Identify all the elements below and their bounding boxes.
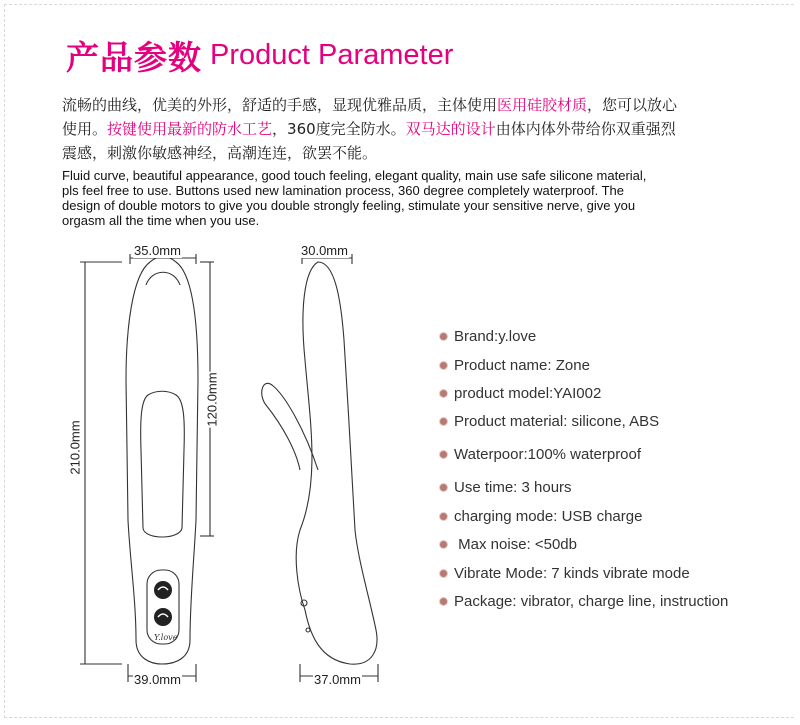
- front-view-head-contour: [146, 272, 180, 285]
- spec-text: Max noise: <50db: [454, 536, 577, 553]
- side-view-outline: [296, 262, 377, 664]
- en-line-3: design of double motors to give you double strongly feeling, stimulate your sensitive nerve, give you: [62, 198, 636, 213]
- cn-highlight: 按键使用最新的防水工艺: [107, 120, 273, 138]
- side-view-button: [301, 600, 307, 606]
- bullet-icon: [440, 333, 447, 340]
- en-line-2: pls feel free to use. Buttons used new lamination process, 360 degree completely waterproof. The: [62, 183, 624, 198]
- power-button-icon: [154, 581, 172, 599]
- spec-text: Vibrate Mode: 7 kinds vibrate mode: [454, 565, 690, 582]
- bullet-icon: [440, 541, 447, 548]
- cn-text: 使用。: [62, 120, 108, 138]
- bullet-icon: [440, 451, 447, 458]
- bullet-icon: [440, 598, 447, 605]
- spec-text: product model:YAI002: [454, 385, 602, 402]
- bullet-icon: [440, 418, 447, 425]
- logo-script: Y.love: [154, 633, 178, 642]
- en-line-4: orgasm all the time when you use.: [62, 213, 260, 228]
- dim-insert-length: 120.0mm: [204, 372, 220, 427]
- spec-text: charging mode: USB charge: [454, 508, 643, 525]
- bullet-icon: [440, 484, 447, 491]
- side-view-arm: [262, 383, 318, 470]
- spec-waterproof: [440, 446, 641, 463]
- spec-model: [440, 385, 601, 402]
- spec-text: Package: vibrator, charge line, instruction: [454, 593, 729, 610]
- cn-text: 流畅的曲线，优美的外形，舒适的手感，显现优雅品质，主体使用: [62, 96, 498, 114]
- bullet-icon: [440, 570, 447, 577]
- cn-highlight: 医用硅胶材质: [497, 96, 588, 114]
- front-view-inner-arm: [141, 391, 185, 537]
- title-chinese: 产品参数: [66, 37, 202, 77]
- bullet-icon: [440, 390, 447, 397]
- dim-side-bottom: 37.0mm: [314, 672, 361, 687]
- spec-noise: [440, 536, 577, 553]
- dim-front-top: 35.0mm: [134, 243, 181, 258]
- spec-text: Product name: Zone: [454, 357, 590, 374]
- cn-text: ，您可以放心: [587, 96, 678, 114]
- spec-product-name: [440, 357, 590, 374]
- spec-text: Brand:y.love: [454, 328, 537, 345]
- cn-text: 由体内体外带给你双重强烈: [495, 120, 676, 138]
- spec-charging: [440, 508, 642, 525]
- dim-total-length: 210.0mm: [67, 420, 83, 475]
- en-line-1: Fluid curve, beautiful appearance, good touch feeling, elegant quality, main use safe silicone material,: [62, 168, 647, 183]
- title-english: Product Parameter: [210, 38, 454, 71]
- spec-vibrate-mode: [440, 565, 690, 582]
- spec-use-time: [440, 479, 572, 496]
- spec-package: [440, 593, 728, 610]
- dim-front-bottom: 39.0mm: [134, 672, 181, 687]
- spec-text: Use time: 3 hours: [454, 479, 572, 496]
- spec-brand: [440, 328, 536, 345]
- cn-text: ，360度完全防水。: [272, 120, 406, 138]
- bullet-icon: [440, 362, 447, 369]
- dim-side-top: 30.0mm: [301, 243, 348, 258]
- spec-text: Product material: silicone, ABS: [454, 413, 660, 430]
- front-view-outline: [126, 257, 198, 664]
- cn-line-3: 震感，刺激你敏感神经，高潮连连，欲罢不能。: [62, 144, 378, 162]
- button-icons: [154, 581, 172, 626]
- spec-material: [440, 413, 659, 430]
- mode-button-icon: [154, 608, 172, 626]
- cn-highlight: 双马达的设计: [405, 120, 496, 138]
- bullet-icon: [440, 513, 447, 520]
- spec-text: Waterpoor:100% waterproof: [454, 446, 642, 463]
